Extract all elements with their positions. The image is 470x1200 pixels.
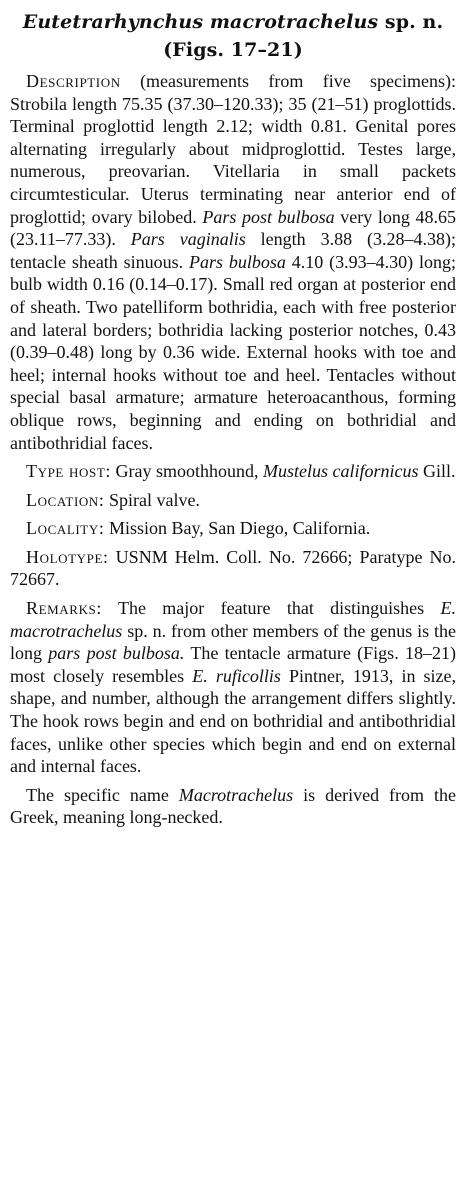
species-suffix: sp. n. bbox=[378, 11, 444, 33]
locality-lead: Locality: bbox=[26, 518, 105, 539]
body-text: sp. n. from other members of the genus is the long bbox=[10, 620, 456, 664]
type-host-tail: Gill. bbox=[418, 461, 456, 482]
description-paragraph bbox=[10, 70, 456, 454]
species-name: Eutetrarhynchus macrotrachelus bbox=[22, 11, 379, 33]
type-host-paragraph bbox=[10, 460, 456, 483]
italic-term: pars post bulbosa. bbox=[48, 643, 185, 664]
description-body bbox=[10, 71, 456, 453]
body-text: Pintner, 1913, in size, shape, and number, although the arrangement differs slightly. The hook rows begin and end on bothridial and antibothridial faces, unlike other species which begin and end on external and internal faces. bbox=[10, 665, 457, 777]
body-text: 4.10 (3.93–4.30) long; bulb width 0.16 (0.14–0.17). Small red organ at posterior end of sheath. Two patelliform bothridia, each with free posterior and lateral borders; bothridia lacking posterior notches, 0.43 (0.39–0.48) long by 0.36 wide. External hooks with toe and heel; internal hooks without toe and heel. Tentacles without special basal armature; armature heteroacanthous, forming oblique rows, beginning and ending on bothridial and antibothridial faces. bbox=[10, 251, 456, 453]
remarks-lead: Remarks: bbox=[26, 598, 102, 619]
holotype-paragraph bbox=[10, 546, 456, 591]
holotype-lead: Holotype: bbox=[26, 546, 109, 567]
body-text: The tentacle armature (Figs. 18–21) most closely resembles bbox=[10, 643, 456, 686]
holotype-text: USNM Helm. Coll. No. 72666; Paratype No. 72667. bbox=[10, 546, 456, 590]
species-heading bbox=[10, 8, 456, 64]
figure-reference: (Figs. 17–21) bbox=[163, 39, 303, 61]
location-lead: Location: bbox=[26, 489, 105, 510]
description-lead: Description bbox=[26, 71, 121, 91]
remarks-body bbox=[10, 598, 456, 776]
etymology-text-start: The specific name bbox=[26, 784, 179, 805]
body-text: length 3.88 (3.28–4.38); tentacle sheath sinuous. bbox=[10, 229, 456, 272]
italic-term: Pars bulbosa bbox=[189, 251, 286, 272]
body-text: The major feature that distinguishes bbox=[101, 598, 441, 619]
type-host-species: Mustelus californicus bbox=[263, 461, 419, 482]
location-text: Spiral valve. bbox=[104, 489, 200, 510]
italic-term: E. macrotrachelus bbox=[10, 598, 456, 641]
italic-term: Pars vaginalis bbox=[130, 229, 246, 250]
body-text: (measurements from five specimens): Strobila length 75.35 (37.30–120.33); 35 (21–51) proglottids. Terminal proglottid length 2.12; width 0.81. Genital pores alternating irregularly about midproglottid. Testes large, numerous, preovarian. Vitellaria in small packets circumtesticular. Uterus terminating near anterior end of proglottid; ovary bilobed. bbox=[10, 71, 456, 227]
locality-text: Mission Bay, San Diego, California. bbox=[104, 518, 371, 539]
etymology-text-end: is derived from the Greek, meaning long-necked. bbox=[10, 784, 456, 828]
etymology-name: Macrotrachelus bbox=[178, 784, 294, 805]
italic-term: E. ruficollis bbox=[192, 665, 281, 686]
body-text: very long 48.65 (23.11–77.33). bbox=[10, 206, 456, 250]
etymology-paragraph bbox=[10, 784, 456, 829]
type-host-text: Gray smoothhound, bbox=[111, 461, 264, 482]
remarks-paragraph bbox=[10, 597, 456, 778]
location-paragraph bbox=[10, 489, 456, 512]
type-host-lead: Type host: bbox=[26, 461, 112, 482]
italic-term: Pars post bulbosa bbox=[202, 206, 335, 227]
locality-paragraph bbox=[10, 517, 456, 540]
